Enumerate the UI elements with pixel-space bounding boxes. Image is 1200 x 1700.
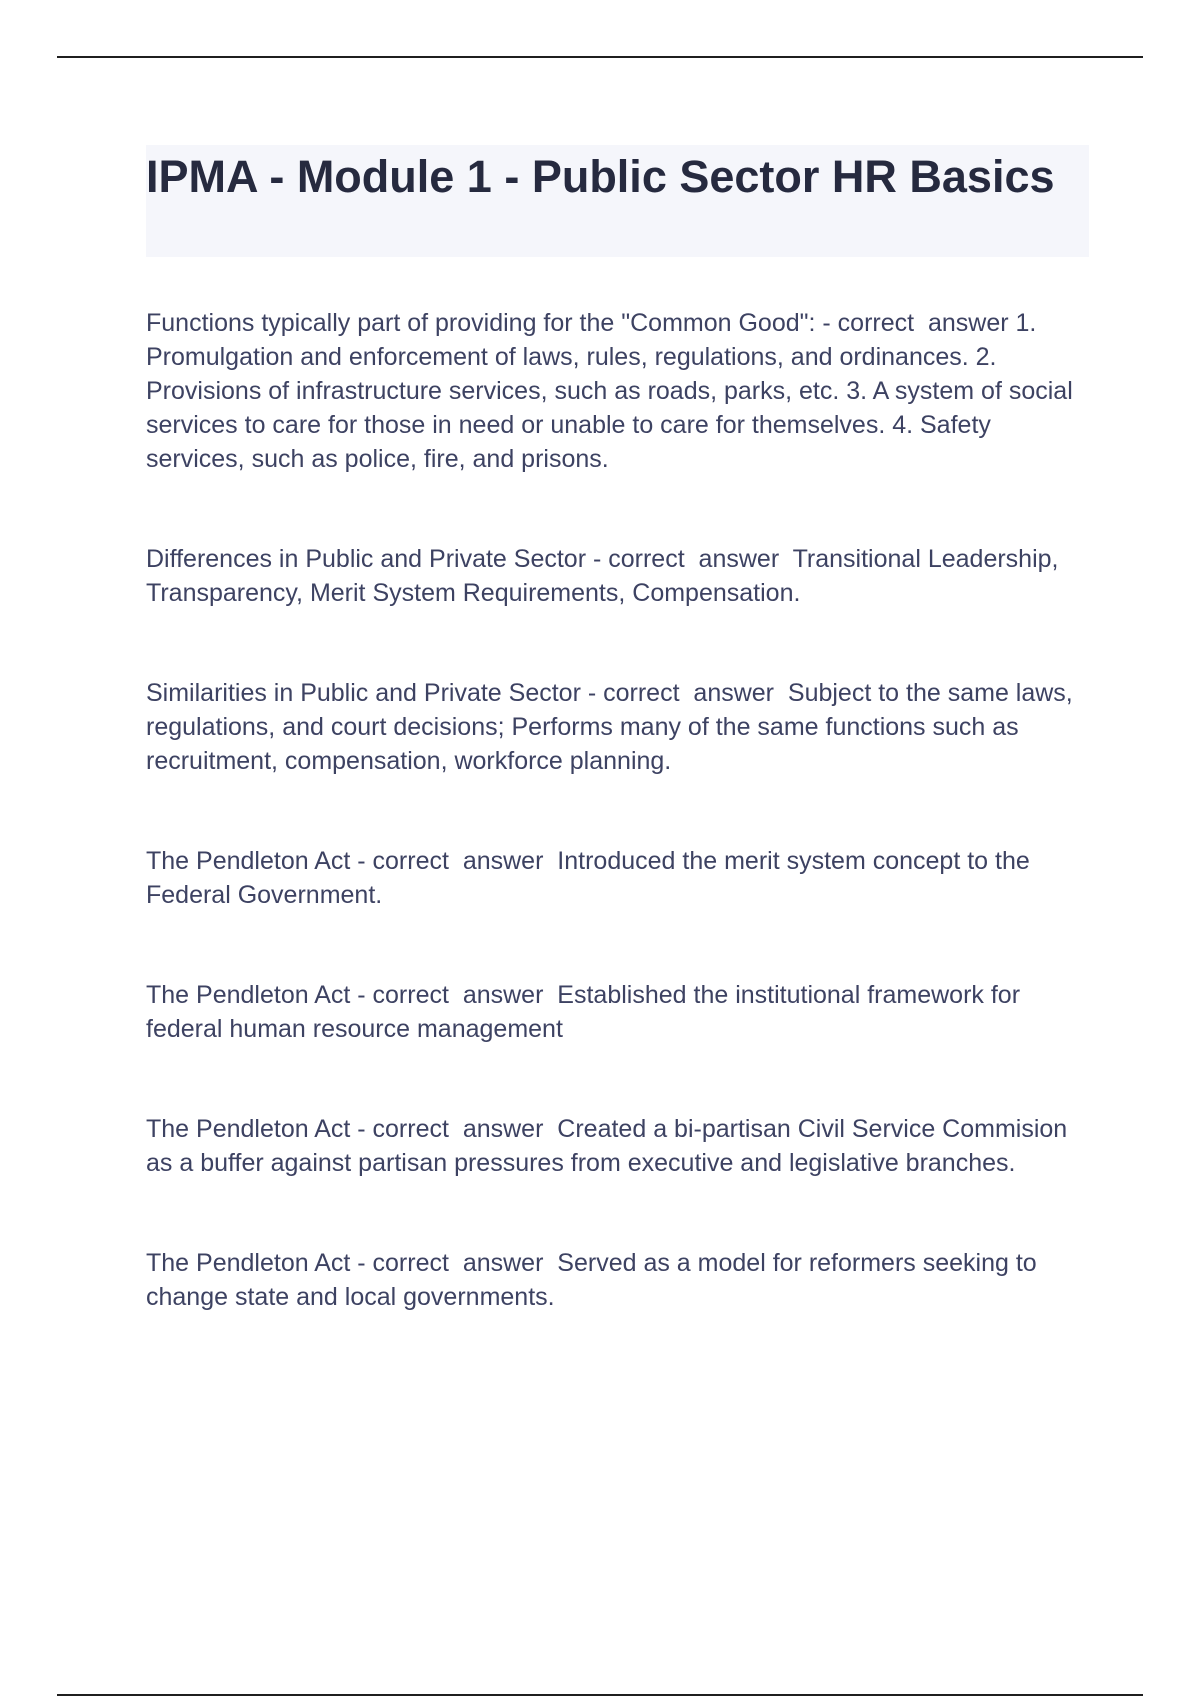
qa-entry: The Pendleton Act - correct answer Established the institutional framework for federal human resource management — [146, 981, 1027, 1043]
qa-entry: The Pendleton Act - correct answer Served as a model for reformers seeking to change state and local governments. — [146, 1249, 1044, 1311]
top-divider — [57, 56, 1143, 58]
qa-entry: The Pendleton Act - correct answer Introduced the merit system concept to the Federal Government. — [146, 847, 1037, 909]
page-title: IPMA - Module 1 - Public Sector HR Basics — [146, 151, 1055, 202]
qa-entry: The Pendleton Act - correct answer Created a bi-partisan Civil Service Commision as a buffer against partisan pressures from executive and legislative branches. — [146, 1115, 1075, 1177]
qa-entry: Differences in Public and Private Sector - correct answer Transitional Leadership, Transparency, Merit System Requirements, Compensation. — [146, 545, 1065, 607]
qa-list — [146, 306, 1096, 1314]
bottom-divider — [57, 1694, 1143, 1696]
qa-entry: Functions typically part of providing for the "Common Good": - correct answer 1. Promulgation and enforcement of laws, rules, regulations, and ordinances. 2. Provisions of infrastructure services, such as roads, parks, etc. 3. A system of social services to care for those in need or unable to care for themselves. 4. Safety services, such as police, fire, and prisons. — [146, 309, 1080, 473]
title-block — [146, 145, 1089, 257]
qa-entry: Similarities in Public and Private Sector - correct answer Subject to the same laws, regulations, and court decisions; Performs many of the same functions such as recruitment, compensation, workforce planning. — [146, 679, 1080, 775]
